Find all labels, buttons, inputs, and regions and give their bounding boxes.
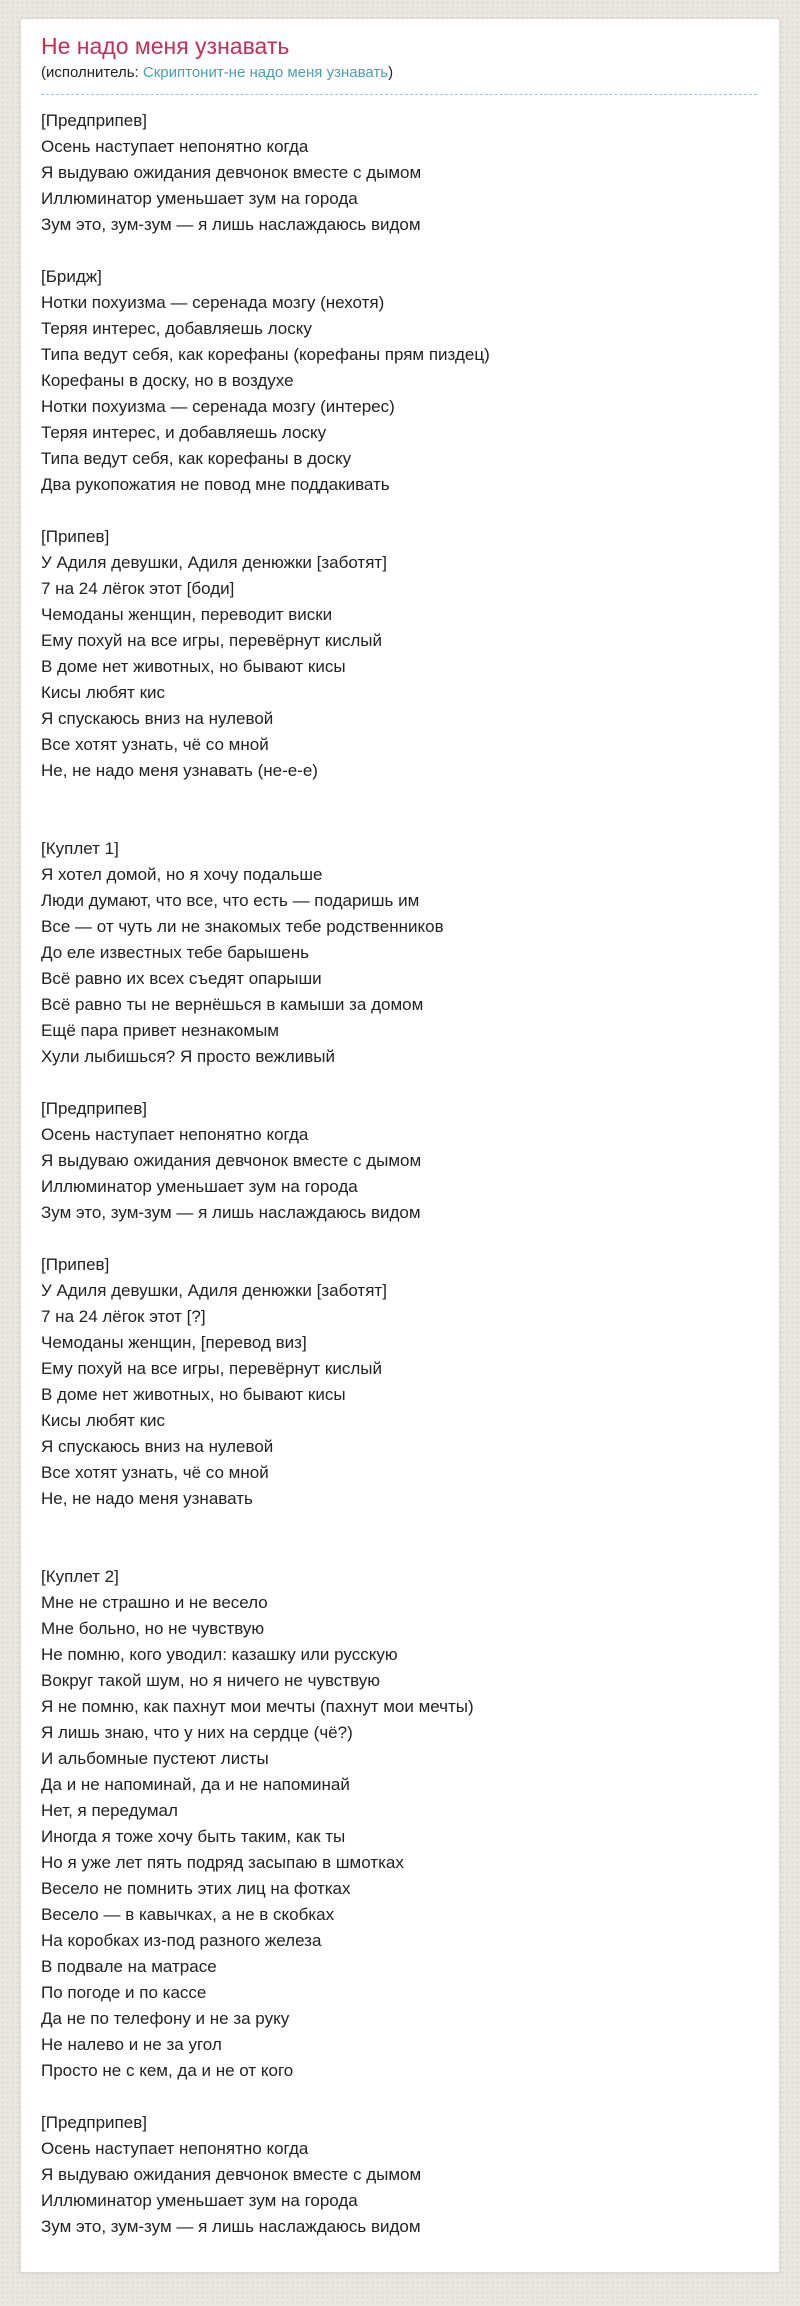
lyrics-line: Нотки похуизма — серенада мозгу (интерес) (41, 397, 395, 416)
lyrics-line: В доме нет животных, но бывают кисы (41, 657, 346, 676)
lyrics-line: Я не помню, как пахнут мои мечты (пахнут мои мечты) (41, 1697, 474, 1716)
lyrics-line: Чемоданы женщин, переводит виски (41, 605, 333, 624)
lyrics-line: Мне больно, но не чувствую (41, 1619, 265, 1638)
lyrics-line: Я лишь знаю, что у них на сердце (чё?) (41, 1723, 353, 1742)
lyrics-line: Теряя интерес, и добавляешь лоску (41, 423, 327, 442)
lyrics-line: Не, не надо меня узнавать (41, 1489, 253, 1508)
lyrics-line: Но я уже лет пять подряд засыпаю в шмотках (41, 1853, 404, 1872)
lyrics-line: 7 на 24 лёгок этот [?] (41, 1307, 206, 1326)
lyrics-line: Осень наступает непонятно когда (41, 137, 309, 156)
lyrics-section (41, 108, 757, 238)
lyrics-line: Я выдуваю ожидания девчонок вместе с дымом (41, 163, 422, 182)
lyrics-line: Нет, я передумал (41, 1801, 178, 1820)
lyrics-line: Все — от чуть ли не знакомых тебе родственников (41, 917, 444, 936)
lyrics-section (41, 1564, 757, 2084)
section-label: [Припев] (41, 1255, 110, 1274)
lyrics-line: Я выдуваю ожидания девчонок вместе с дымом (41, 2165, 422, 2184)
lyrics-line: Весело — в кавычках, а не в скобках (41, 1905, 335, 1924)
lyrics-line: Два рукопожатия не повод мне поддакивать (41, 475, 390, 494)
lyrics-line: Я спускаюсь вниз на нулевой (41, 709, 274, 728)
lyrics-section (41, 836, 757, 1070)
lyrics-line: На коробках из-под разного железа (41, 1931, 322, 1950)
section-label: [Куплет 2] (41, 1567, 119, 1586)
lyrics-line: Все хотят узнать, чё со мной (41, 735, 269, 754)
lyrics-line: Вокруг такой шум, но я ничего не чувствую (41, 1671, 381, 1690)
lyrics-line: Ему похуй на все игры, перевёрнут кислый (41, 1359, 383, 1378)
lyrics-line: Я хотел домой, но я хочу подальше (41, 865, 323, 884)
lyrics-line: Просто не с кем, да и не от кого (41, 2061, 294, 2080)
lyrics-line: Нотки похуизма — серенада мозгу (нехотя) (41, 293, 385, 312)
lyrics-line: В подвале на матрасе (41, 1957, 217, 1976)
lyrics-line: У Адиля девушки, Адиля денюжки [заботят] (41, 553, 387, 572)
lyrics-section (41, 524, 757, 784)
lyrics-line: По погоде и по кассе (41, 1983, 207, 2002)
lyrics-line: Кисы любят кис (41, 683, 166, 702)
lyrics-line: Все хотят узнать, чё со мной (41, 1463, 269, 1482)
lyrics-line: Мне не страшно и не весело (41, 1593, 268, 1612)
lyrics-line: Люди думают, что все, что есть — подаришь им (41, 891, 420, 910)
lyrics-line: Всё равно их всех съедят опарыши (41, 969, 322, 988)
lyrics-line: Иллюминатор уменьшает зум на города (41, 1177, 358, 1196)
song-header (41, 32, 757, 95)
lyrics-line: До еле известных тебе барышень (41, 943, 309, 962)
artist-line (41, 63, 757, 83)
lyrics-line: Да не по телефону и не за руку (41, 2009, 290, 2028)
artist-label-prefix: (исполнитель: (41, 64, 143, 81)
section-label: [Предприпев] (41, 1099, 147, 1118)
lyrics-line: Типа ведут себя, как корефаны в доску (41, 449, 352, 468)
artist-link[interactable]: Скриптонит-не надо меня узнавать (142, 64, 389, 81)
lyrics-line: Типа ведут себя, как корефаны (корефаны прям пиздец) (41, 345, 490, 364)
lyrics-section (41, 1252, 757, 1512)
lyrics-card (20, 18, 780, 2273)
lyrics-line: Зум это, зум-зум — я лишь наслаждаюсь видом (41, 215, 421, 234)
lyrics-section (41, 2110, 757, 2240)
lyrics-line: Не, не надо меня узнавать (не-е-е) (41, 761, 318, 780)
lyrics-line: Ещё пара привет незнакомым (41, 1021, 279, 1040)
section-label: [Куплет 1] (41, 839, 119, 858)
section-label: [Бридж] (41, 267, 102, 286)
lyrics-line: Иногда я тоже хочу быть таким, как ты (41, 1827, 346, 1846)
section-label: [Предприпев] (41, 2113, 147, 2132)
lyrics-line: Иллюминатор уменьшает зум на города (41, 2191, 358, 2210)
lyrics-line: Осень наступает непонятно когда (41, 1125, 309, 1144)
lyrics-section (41, 264, 757, 498)
lyrics-line: У Адиля девушки, Адиля денюжки [заботят] (41, 1281, 387, 1300)
lyrics-line: Кисы любят кис (41, 1411, 166, 1430)
lyrics-line: Ему похуй на все игры, перевёрнут кислый (41, 631, 383, 650)
artist-label-suffix: ) (388, 64, 394, 81)
section-label: [Припев] (41, 527, 110, 546)
lyrics-line: Не налево и не за угол (41, 2035, 222, 2054)
lyrics-line: 7 на 24 лёгок этот [боди] (41, 579, 235, 598)
lyrics-line: Да и не напоминай, да и не напоминай (41, 1775, 350, 1794)
lyrics-text (41, 108, 757, 2240)
lyrics-line: Всё равно ты не вернёшься в камыши за домом (41, 995, 424, 1014)
lyrics-line: Весело не помнить этих лиц на фотках (41, 1879, 351, 1898)
lyrics-section (41, 1096, 757, 1226)
lyrics-line: Теряя интерес, добавляешь лоску (41, 319, 312, 338)
lyrics-line: Корефаны в доску, но в воздухе (41, 371, 294, 390)
lyrics-line: Хули лыбишься? Я просто вежливый (41, 1047, 336, 1066)
song-title: Не надо меня узнавать (41, 33, 290, 59)
section-label: [Предприпев] (41, 111, 147, 130)
lyrics-line: Чемоданы женщин, [перевод виз] (41, 1333, 307, 1352)
lyrics-line: И альбомные пустеют листы (41, 1749, 269, 1768)
lyrics-line: Я выдуваю ожидания девчонок вместе с дымом (41, 1151, 422, 1170)
lyrics-line: Иллюминатор уменьшает зум на города (41, 189, 358, 208)
lyrics-line: Зум это, зум-зум — я лишь наслаждаюсь видом (41, 1203, 421, 1222)
lyrics-line: Зум это, зум-зум — я лишь наслаждаюсь видом (41, 2217, 421, 2236)
lyrics-line: Я спускаюсь вниз на нулевой (41, 1437, 274, 1456)
lyrics-line: В доме нет животных, но бывают кисы (41, 1385, 346, 1404)
lyrics-line: Осень наступает непонятно когда (41, 2139, 309, 2158)
lyrics-line: Не помню, кого уводил: казашку или русскую (41, 1645, 398, 1664)
